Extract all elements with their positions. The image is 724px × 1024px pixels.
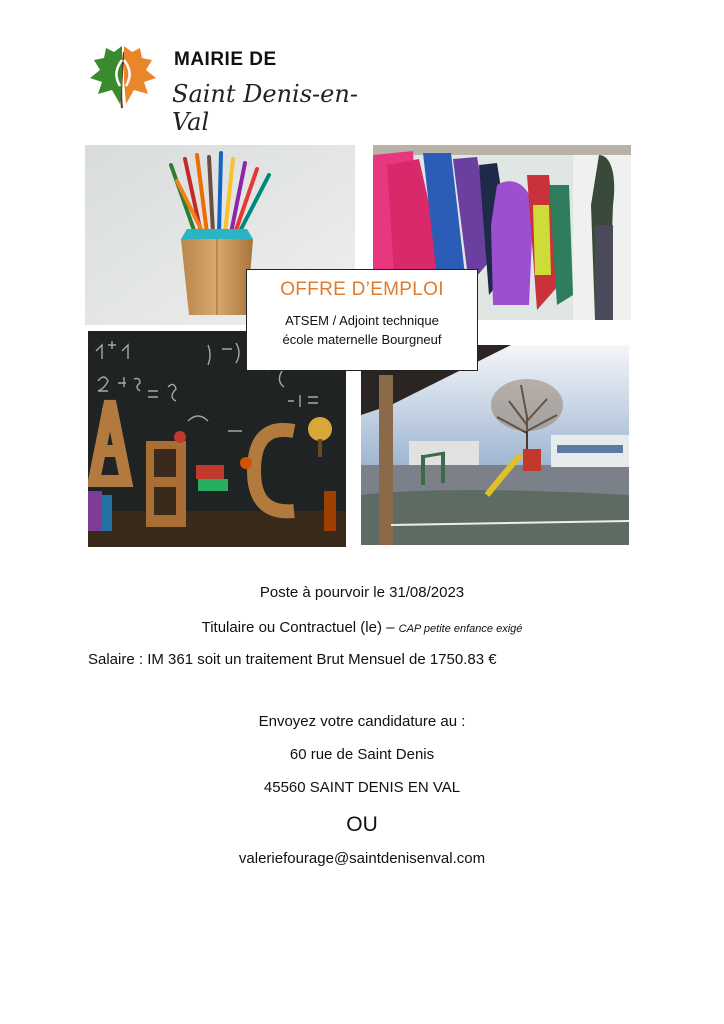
schoolyard-photo xyxy=(361,345,629,545)
org-name-line2: Saint Denis-en-Val xyxy=(172,80,358,136)
contract-status: Titulaire ou Contractuel (le) – xyxy=(201,619,395,636)
requirement-note: CAP petite enfance exigé xyxy=(398,623,523,635)
address-street: 60 rue de Saint Denis xyxy=(289,746,435,763)
municipal-logo xyxy=(84,42,160,112)
org-name-line1: MAIRIE DE xyxy=(174,49,277,70)
contact-email[interactable]: valeriefourage@saintdenisenval.com xyxy=(238,850,486,867)
offer-position: ATSEM / Adjoint technique xyxy=(285,313,439,328)
header xyxy=(84,40,384,136)
apply-intro: Envoyez votre candidature au : xyxy=(258,713,466,730)
start-date: Poste à pourvoir le 31/08/2023 xyxy=(259,584,465,601)
or-separator: OU xyxy=(346,813,378,836)
salary: Salaire : IM 361 soit un traitement Brut Mensuel de 1750.83 € xyxy=(88,651,497,668)
status-line xyxy=(0,619,724,636)
job-offer-box xyxy=(246,269,478,371)
address-city: 45560 SAINT DENIS EN VAL xyxy=(263,779,461,796)
offer-place: école maternelle Bourgneuf xyxy=(282,332,442,347)
offer-title: OFFRE D’EMPLOI xyxy=(280,279,444,300)
